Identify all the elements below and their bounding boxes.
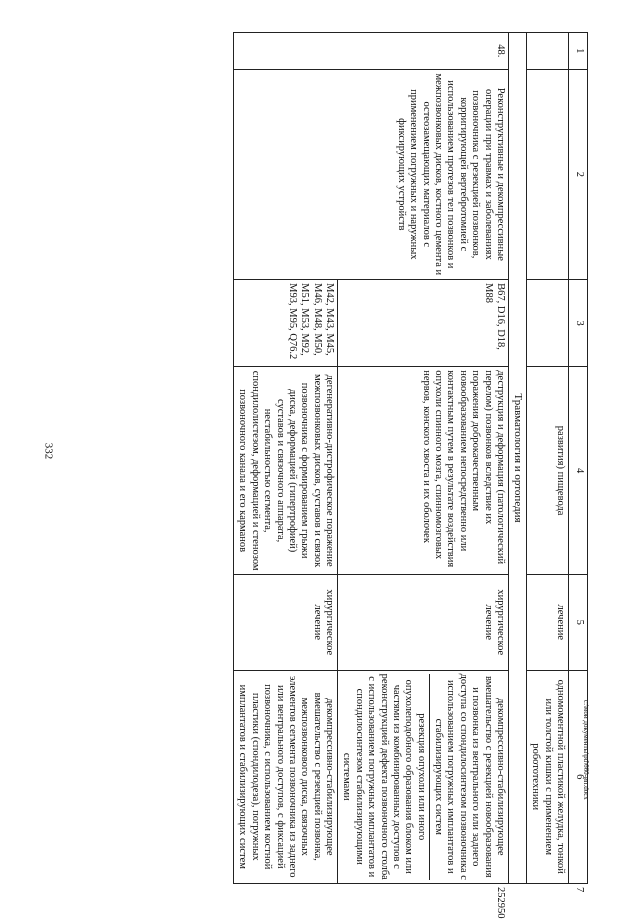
header-col-4: 4	[569, 367, 588, 575]
row-number: 48.	[234, 33, 509, 70]
header-col-3: 3	[569, 280, 588, 367]
diagnosis-codes: M42, M43, M45, M46, M48, M50, M51, M53, M92, M93, M95, Q76.2	[234, 280, 338, 367]
continuation-method: одномоментной пластикой желудка, тонкой или толстой кишки с применением робототехники	[526, 670, 568, 883]
rotated-sheet	[88, 32, 588, 919]
method-text: декомпрессивно-стабилизирующее вмешательство с резекцией позвонка, межпозвонкового диска, связочных элементов сегмента позвоночника из заднего или вентрального доступов, с фиксацией позвоночника, с использованием костной пластики (спондилодеза), погружных имплантатов и стабилизирующих систем	[234, 670, 338, 883]
header-col-6: 6	[569, 670, 588, 883]
section-title: Травматология и ортопедия	[508, 33, 526, 884]
method-text: декомпрессивно-стабилизирующее вмешательство с резекцией новообразования и позвонка из вентрального или заднего доступа со спондилосинтезом позвоночника с использованием погружных имплантатов и стабилизирующих систем	[433, 673, 506, 880]
page-number: 332	[42, 442, 55, 460]
table-row: 48. Реконструктивные и декомпрессивные операции при травмах и заболеваниях позвоночника с резекцией позвонков, корригирующей вертебротомией с использованием протезов тел позвонков и межпозвонковых дисков, костного цемента и остеозамещающих материалов с применением погружных и наружных фиксирующих устройств B67, D16, D18, M88 деструкция и деформация (патологический перелом) позвонков вследствие их поражения доброкачественным новообразованием непосредственно или контактным путем в результате воздействия опухоли спинного мозга, спинномозговых нервов, конского хвоста и их оболочек хирургическое лечение декомпрессивно-стабилизирующее вмешательство с резекцией новообразования и позвонка из вентрального или заднего доступа со спондилосинтезом позвоночника с использованием погружных имплантатов и стабилизирующих систем резекция опухоли или иного опухолеподобного образования блоком или частями из комбинированных доступов с реконструкцией дефекта позвоночного столба с использованием погружных имплантатов и спондилосинтезом стабилизирующими системами 252950	[338, 33, 509, 884]
methods-cell	[338, 670, 509, 883]
treatment-type: хирургическое лечение	[338, 575, 509, 670]
procedures-table	[233, 32, 588, 919]
condition-description: дегенеративно-дистрофическое поражение межпозвонковых дисков, суставов и связок позвоночника с формированием грыжи диска, деформацией (гипертрофией) суставов и связочного аппарата, нестабильностью сегмента, спондилолистезом, деформацией и стенозом позвоночного канала и его карманов	[234, 367, 338, 575]
section-row	[508, 33, 526, 884]
header-col-1: 1	[569, 33, 588, 70]
file-path: c:\мои документы\pd\660-ип.docx	[582, 700, 590, 800]
condition-description: деструкция и деформация (патологический перелом) позвонков вследствие их поражения доброкачественным новообразованием непосредственно или контактным путем в результате воздействия опухоли спинного мозга, спинномозговых нервов, конского хвоста и их оболочек	[338, 367, 509, 575]
treatment-type: хирургическое лечение	[234, 575, 338, 670]
method-text: резекция опухоли или иного опухолеподобного образования блоком или частями из комбинированных доступов с реконструкцией дефекта позвоночного столба с использованием погружных имплантатов и спондилосинтезом стабилизирующими системами	[340, 674, 430, 880]
continuation-row	[526, 33, 568, 884]
procedure-name: Реконструктивные и декомпрессивные операции при травмах и заболеваниях позвоночника с резекцией позвонков, корригирующей вертебротомией с использованием протезов тел позвонков и межпозвонковых дисков, костного цемента и остеозамещающих материалов с применением погружных и наружных фиксирующих устройств	[234, 69, 509, 280]
continuation-treatment: лечение	[526, 575, 568, 670]
continuation-condition: развития) пищевода	[526, 367, 568, 575]
header-number-row: 1 2 3 4 5 6 7	[569, 33, 588, 884]
header-col-5: 5	[569, 575, 588, 670]
header-col-2: 2	[569, 69, 588, 280]
diagnosis-codes: B67, D16, D18, M88	[338, 280, 509, 367]
